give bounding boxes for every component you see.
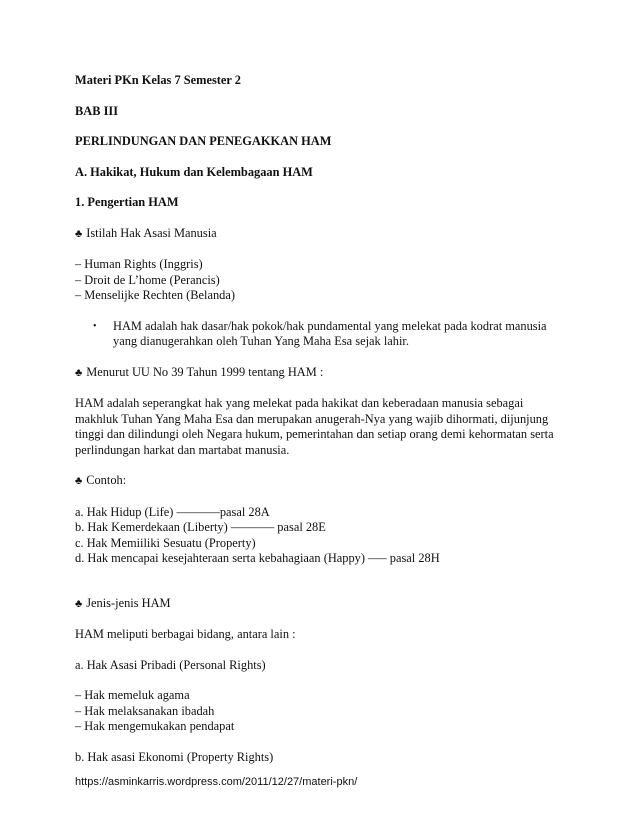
list-item: – Droit de L’home (Perancis) <box>75 272 220 287</box>
definition-line: HAM adalah hak dasar/hak pokok/hak pundamental yang melekat pada kodrat manusia <box>113 318 547 333</box>
jenis-intro: HAM meliputi berbagai bidang, antara lain : <box>75 627 296 641</box>
personal-rights-heading: a. Hak Asasi Pribadi (Personal Rights) <box>75 657 266 672</box>
contoh-heading: ♣ Contoh: <box>75 473 127 487</box>
chapter-label: BAB III <box>75 103 119 118</box>
document-title: Materi PKn Kelas 7 Semester 2 <box>75 73 241 87</box>
subsection-1-heading: 1. Pengertian HAM <box>75 195 179 209</box>
paragraph-line: perlindungan harkat dan martabat manusia. <box>75 442 290 457</box>
istilah-heading: ♣ Istilah Hak Asasi Manusia <box>75 225 217 240</box>
list-item: b. Hak Kemerdekaan (Liberty) —–—— pasal 28E <box>75 520 326 534</box>
list-item: – Hak memeluk agama <box>75 688 190 702</box>
list-item: a. Hak Hidup (Life) ——–—pasal 28A <box>75 504 270 519</box>
list-item: – Human Rights (Inggris) <box>75 257 203 271</box>
club-icon: ♣ <box>75 227 83 240</box>
paragraph-line: HAM adalah seperangkat hak yang melekat pada hakikat dan keberadaan manusia sebagai <box>75 396 524 410</box>
paragraph-line: tinggi dan dilindungi oleh Negara hukum, pemerintahan dan setiap orang demi kehormatan serta <box>75 427 554 441</box>
jenis-heading: ♣ Jenis-jenis HAM <box>75 595 171 610</box>
property-rights-heading: b. Hak asasi Ekonomi (Property Rights) <box>75 749 274 764</box>
list-item: – Hak mengemukakan pendapat <box>75 719 235 733</box>
list-item: – Menselijke Rechten (Belanda) <box>75 288 235 302</box>
uu-heading: ♣ Menurut UU No 39 Tahun 1999 tentang HAM : <box>75 364 324 379</box>
footer-url: https://asminkarris.wordpress.com/2011/12/27/materi-pkn/ <box>75 776 358 788</box>
club-icon: ♣ <box>75 366 83 379</box>
document-body <box>75 73 570 765</box>
section-a-heading: A. Hakikat, Hukum dan Kelembagaan HAM <box>75 164 313 179</box>
club-icon: ♣ <box>75 475 83 487</box>
bullet-icon: • <box>93 320 97 332</box>
paragraph-line: makhluk Tuhan Yang Maha Esa dan merupakan anugerah-Nya yang wajib dihormati, dijunjung <box>75 411 549 426</box>
chapter-heading: PERLINDUNGAN DAN PENEGAKKAN HAM <box>75 134 332 148</box>
list-item: c. Hak Memiiliki Sesuatu (Property) <box>75 535 256 550</box>
list-item: d. Hak mencapai kesejahteraan serta kebahagiaan (Happy) —– pasal 28H <box>75 551 440 565</box>
definition-bullet <box>75 319 570 350</box>
list-item: – Hak melaksanakan ibadah <box>75 703 215 718</box>
definition-line: yang dianugerahkan oleh Tuhan Yang Maha Esa sejak lahir. <box>113 334 409 348</box>
club-icon: ♣ <box>75 597 83 610</box>
